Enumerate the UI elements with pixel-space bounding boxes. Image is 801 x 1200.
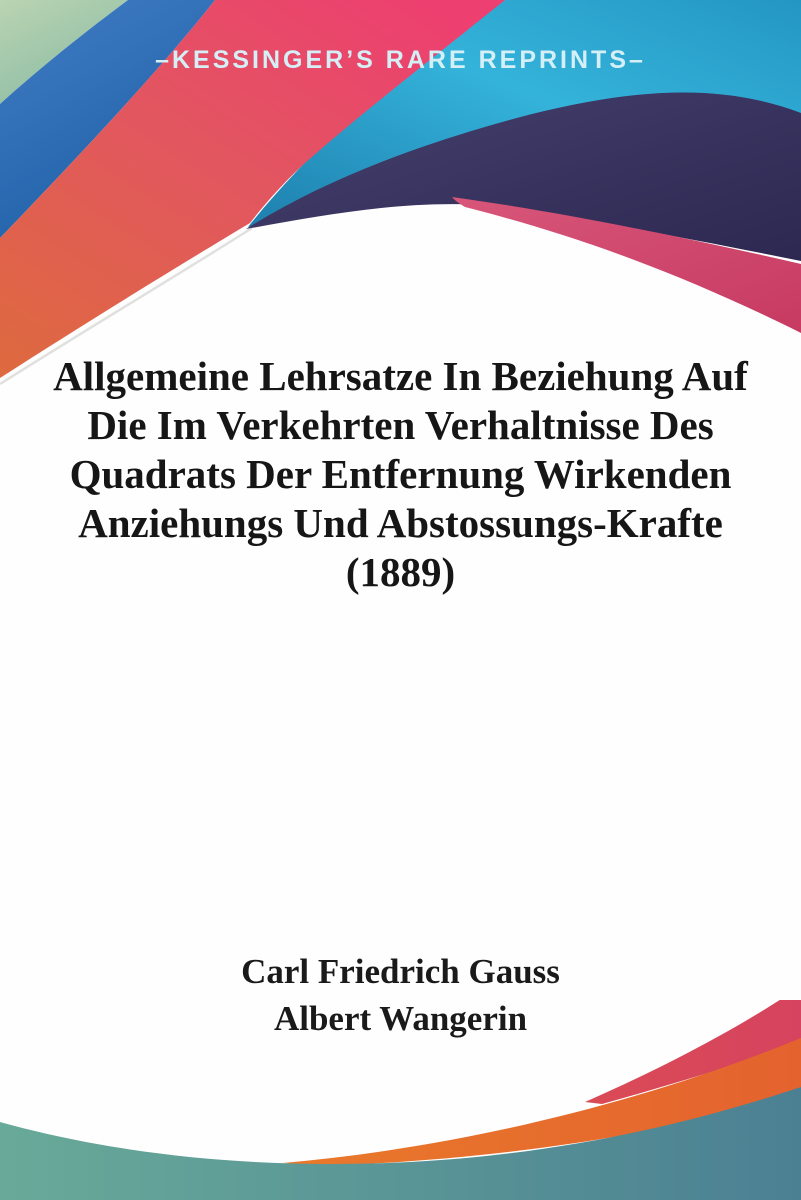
- title-line-1: Allgemeine Lehrsatze In Beziehung Auf: [53, 353, 748, 399]
- title-year: (1889): [345, 549, 456, 595]
- book-title: [0, 352, 801, 597]
- title-line-3: Quadrats Der Entfernung Wirkenden: [69, 451, 732, 497]
- author-name-2: Albert Wangerin: [273, 999, 528, 1038]
- title-line-2: Die Im Verkehrten Verhaltnisse Des: [87, 402, 714, 448]
- authors-block: [0, 948, 801, 1042]
- publisher-banner: –KESSINGER’S RARE REPRINTS–: [155, 46, 646, 74]
- author-name-1: Carl Friedrich Gauss: [241, 952, 560, 991]
- title-line-4: Anziehungs Und Abstossungs-Krafte: [78, 500, 723, 546]
